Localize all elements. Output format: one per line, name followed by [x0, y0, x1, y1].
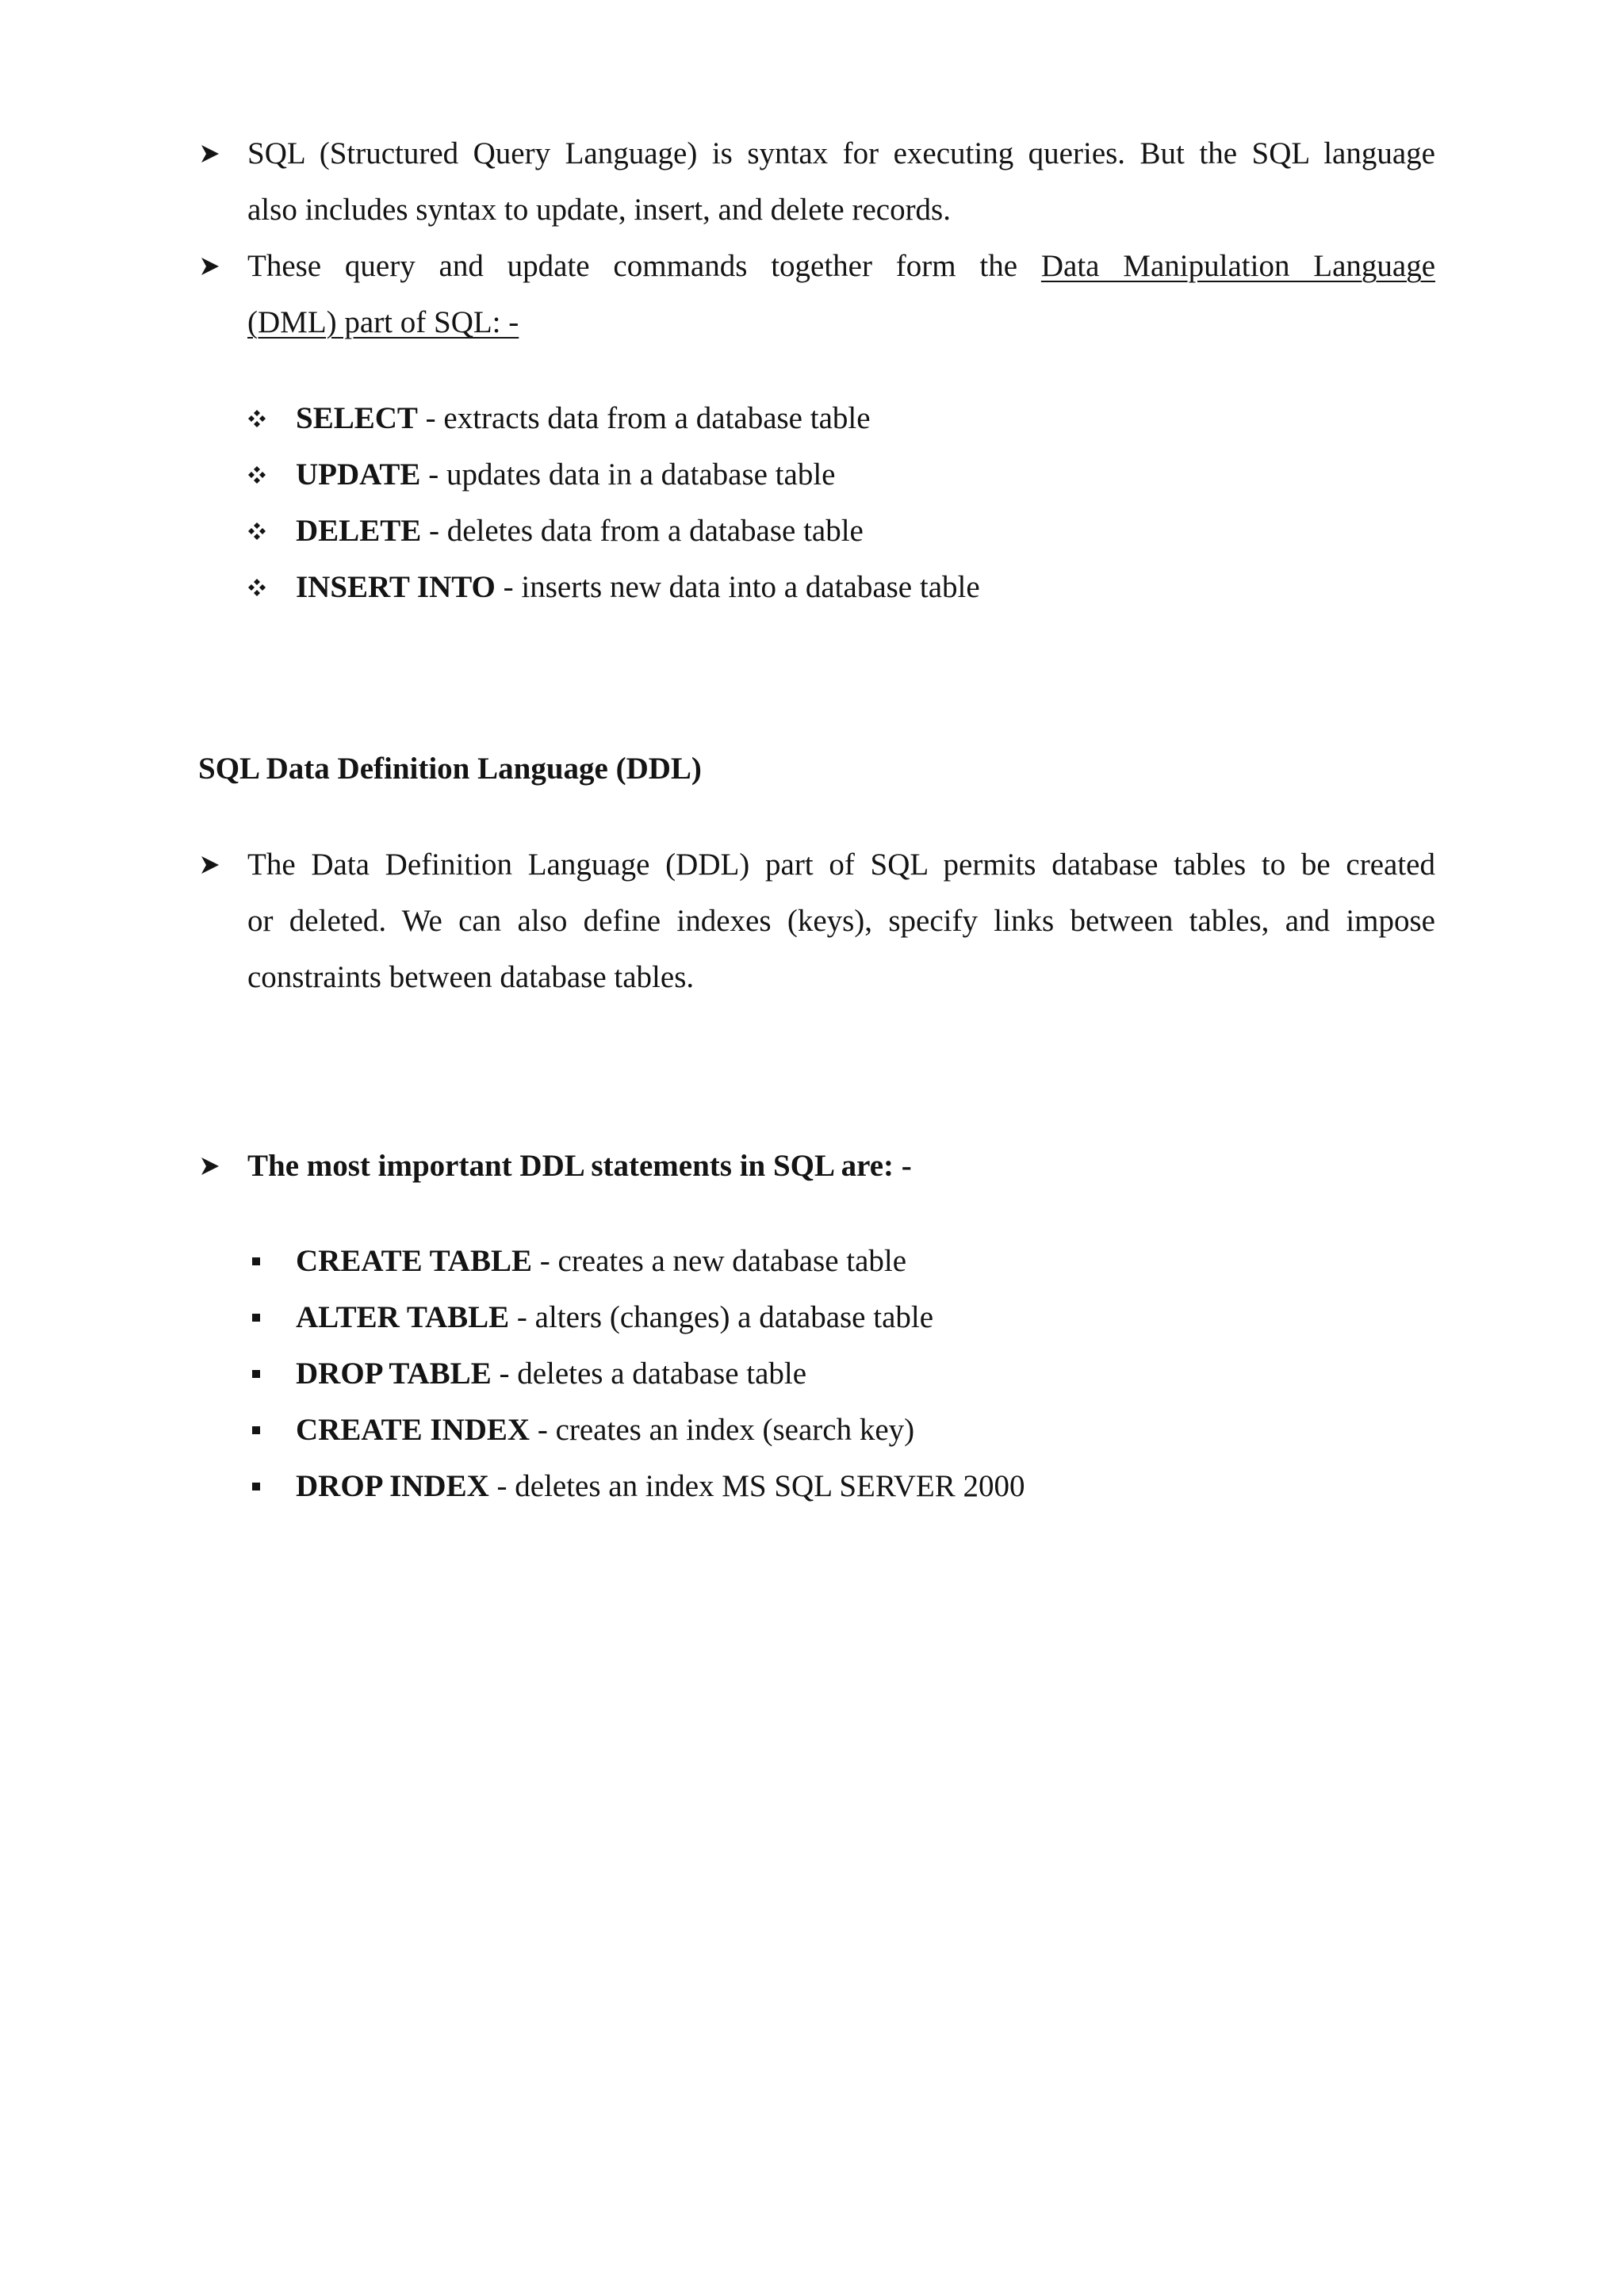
command-description: - creates an index (search key) [530, 1413, 915, 1447]
text-line [247, 294, 1435, 350]
four-diamond-bullet-icon [247, 522, 266, 541]
square-bullet-icon [252, 1314, 260, 1322]
command-description: - deletes a database table [491, 1357, 807, 1391]
command-keyword: UPDATE [296, 457, 421, 492]
command-keyword: CREATE INDEX [296, 1413, 530, 1447]
text-line: SQL (Structured Query Language) is syntax for executing queries. But the SQL language [247, 136, 1435, 170]
text-line: The Data Definition Language (DDL) part of SQL permits database tables to be created [247, 848, 1435, 882]
square-bullet-icon [252, 1483, 260, 1490]
four-diamond-bullet-icon [247, 409, 266, 428]
list-item [246, 559, 980, 615]
bullet-item-ddl-statements [198, 1138, 1435, 1194]
command-keyword: INSERT INTO [296, 570, 496, 604]
list-item [246, 1402, 1025, 1458]
command-description: - deletes an index MS SQL SERVER 2000 [488, 1469, 1025, 1503]
command-description: - alters (changes) a database table [509, 1300, 934, 1334]
command-description: - extracts data from a database table [417, 401, 871, 435]
ddl-statements-heading [247, 1138, 1435, 1194]
text-line [247, 238, 1435, 294]
paragraph-ddl [247, 836, 1435, 1005]
text-line: or deleted. We can also define indexes (keys), specify links between tables, and impose [247, 904, 1435, 938]
command-keyword: DROP TABLE [296, 1357, 492, 1391]
list-item [246, 1289, 1025, 1345]
four-diamond-bullet-icon [247, 465, 266, 484]
text-line: also includes syntax to update, insert, and delete records. [247, 193, 951, 227]
text-line: The most important DDL statements in SQL are: - [247, 1149, 912, 1183]
command-description: - inserts new data into a database table [495, 570, 980, 604]
list-item [246, 1345, 1025, 1402]
section-heading-ddl: SQL Data Definition Language (DDL) [198, 752, 702, 786]
text-line: constraints between database tables. [247, 960, 695, 994]
four-diamond-bullet-icon [247, 578, 266, 597]
underlined-term: Data Manipulation Language [1040, 249, 1436, 283]
command-description: - updates data in a database table [420, 457, 836, 492]
ddl-command-list [246, 1233, 1025, 1514]
command-keyword: SELECT [296, 401, 418, 435]
command-keyword: CREATE TABLE [296, 1244, 533, 1278]
square-bullet-icon [252, 1257, 260, 1265]
list-item [246, 1458, 1025, 1514]
square-bullet-icon [252, 1426, 260, 1434]
list-item [246, 390, 980, 446]
text-segment: These query and update commands together form the [247, 249, 1041, 283]
list-item [246, 446, 980, 503]
command-description: - deletes data from a database table [421, 514, 864, 548]
command-description: - creates a new database table [532, 1244, 907, 1278]
paragraph-dml [247, 238, 1435, 350]
underlined-term: (DML) part of SQL: - [247, 305, 519, 339]
list-item [246, 503, 980, 559]
command-keyword: ALTER TABLE [296, 1300, 510, 1334]
dml-command-list [246, 390, 980, 615]
bullet-item-sql-intro [198, 125, 1435, 238]
square-bullet-icon [252, 1370, 260, 1378]
command-keyword: DROP INDEX [296, 1469, 489, 1503]
paragraph-sql-intro [247, 125, 1435, 238]
bullet-item-ddl-description [198, 836, 1435, 1005]
list-item [246, 1233, 1025, 1289]
command-keyword: DELETE [296, 514, 422, 548]
bullet-item-dml [198, 238, 1435, 350]
